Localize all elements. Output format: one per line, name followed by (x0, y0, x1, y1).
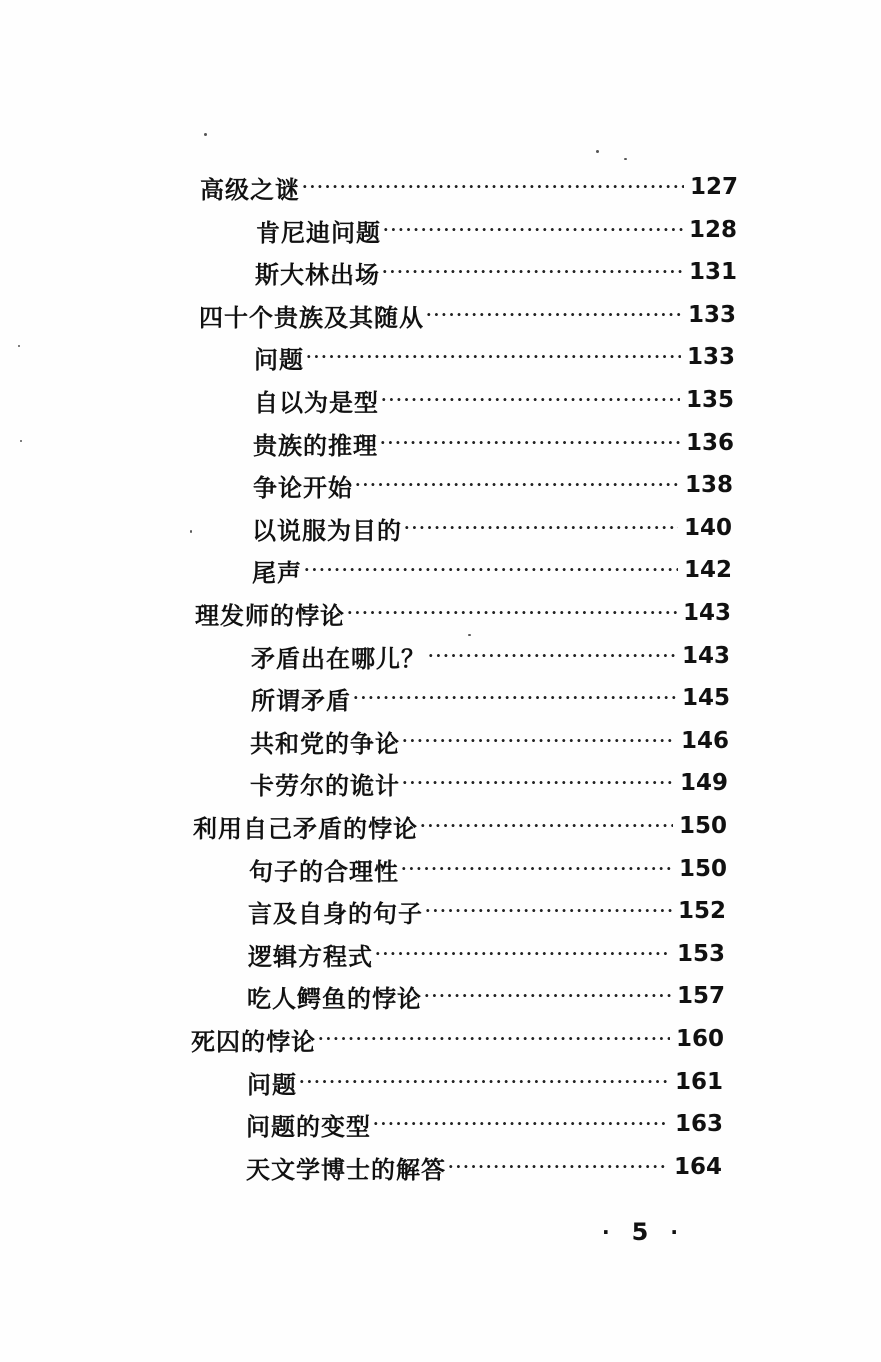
toc-entry-title: 句子的合理性 (249, 856, 399, 886)
dot-leader (402, 722, 675, 760)
toc-entry-title: 以说服为目的 (252, 515, 402, 545)
scan-speck (468, 634, 471, 636)
dot-leader (404, 509, 678, 547)
dot-leader (380, 424, 680, 462)
toc-section-entry (252, 551, 732, 589)
toc-section-entry (246, 1105, 723, 1143)
toc-entry-title: 天文学博士的解答 (246, 1154, 446, 1184)
toc-chapter-entry (199, 296, 736, 334)
dot-leader (426, 296, 682, 334)
scan-speck (624, 158, 627, 160)
toc-section-entry (256, 211, 737, 249)
dot-leader (306, 338, 681, 376)
dot-leader (401, 850, 673, 888)
toc-section-entry (247, 1063, 723, 1101)
toc-entry-page-number: 131 (688, 259, 737, 285)
dot-leader (420, 807, 673, 845)
toc-entry-page-number: 152 (677, 898, 726, 924)
toc-section-entry (248, 892, 726, 930)
dot-leader (381, 381, 680, 419)
toc-entry-page-number: 135 (685, 387, 734, 413)
toc-entry-title: 死囚的悖论 (191, 1026, 316, 1056)
toc-section-entry (250, 722, 729, 760)
dot-leader (448, 1148, 668, 1186)
toc-entry-page-number: 161 (674, 1069, 723, 1095)
toc-section-entry (251, 637, 730, 675)
toc-entry-page-number: 133 (687, 302, 736, 328)
toc-entry-page-number: 150 (678, 856, 727, 882)
toc-entry-page-number: 127 (689, 174, 738, 200)
toc-entry-title: 理发师的悖论 (195, 600, 345, 630)
dot-leader (347, 594, 677, 632)
folio-page-number: 5 (631, 1218, 649, 1246)
toc-entry-page-number: 160 (675, 1026, 724, 1052)
dot-leader (428, 637, 676, 675)
toc-entry-title: 尾声 (252, 557, 302, 587)
dot-leader (375, 935, 671, 973)
toc-entry-title: 四十个贵族及其随从 (199, 302, 424, 332)
toc-entry-page-number: 143 (682, 600, 731, 626)
toc-entry-page-number: 145 (681, 685, 730, 711)
folio-right-dot: · (670, 1220, 678, 1244)
folio-left-dot: · (602, 1220, 610, 1244)
toc-entry-page-number: 153 (676, 941, 725, 967)
toc-section-entry (252, 509, 732, 547)
toc-entry-title: 问题 (254, 344, 304, 374)
dot-leader (304, 551, 678, 589)
toc-section-entry (255, 253, 737, 291)
toc-entry-page-number: 138 (684, 472, 733, 498)
toc-entry-page-number: 128 (688, 217, 737, 243)
scan-speck (190, 530, 192, 533)
dot-leader (355, 466, 679, 504)
toc-entry-title: 卡劳尔的诡计 (250, 770, 400, 800)
toc-section-entry (249, 850, 727, 888)
toc-entry-title: 利用自己矛盾的悖论 (193, 813, 418, 843)
toc-entry-title: 自以为是型 (254, 387, 379, 417)
dot-leader (373, 1105, 669, 1143)
toc-entry-title: 言及自身的句子 (248, 898, 423, 928)
toc-entry-title: 吃人鳄鱼的悖论 (247, 983, 422, 1013)
scan-speck (20, 440, 22, 442)
toc-section-entry (248, 935, 725, 973)
toc-entry-title: 贵族的推理 (253, 430, 378, 460)
dot-leader (383, 211, 683, 249)
dot-leader (382, 253, 683, 291)
toc-entry-title: 问题 (247, 1069, 297, 1099)
scan-speck (204, 133, 207, 136)
dot-leader (424, 977, 671, 1015)
toc-chapter-entry (195, 594, 731, 632)
scan-speck (18, 345, 20, 347)
toc-chapter-entry (200, 168, 738, 206)
toc-entry-page-number: 133 (686, 344, 735, 370)
toc-section-entry (253, 466, 733, 504)
toc-entry-title: 矛盾出在哪儿？ (251, 643, 426, 673)
dot-leader (299, 1063, 669, 1101)
toc-entry-title: 斯大林出场 (255, 259, 380, 289)
toc-section-entry (247, 977, 725, 1015)
toc-section-entry (250, 764, 728, 802)
toc-entry-page-number: 149 (679, 770, 728, 796)
dot-leader (302, 168, 684, 206)
scan-speck (596, 150, 599, 153)
toc-entry-title: 高级之谜 (200, 174, 300, 204)
toc-entry-page-number: 143 (681, 643, 730, 669)
toc-section-entry (254, 381, 734, 419)
toc-entry-page-number: 142 (683, 557, 732, 583)
dot-leader (402, 764, 674, 802)
toc-entry-title: 问题的变型 (246, 1111, 371, 1141)
toc-entry-title: 所谓矛盾 (251, 685, 351, 715)
toc-entry-title: 逻辑方程式 (248, 941, 373, 971)
dot-leader (318, 1020, 670, 1058)
toc-section-entry (254, 338, 735, 376)
toc-entry-page-number: 157 (676, 983, 725, 1009)
toc-chapter-entry (193, 807, 727, 845)
toc-entry-page-number: 150 (678, 813, 727, 839)
toc-section-entry (251, 679, 730, 717)
toc-entry-page-number: 140 (683, 515, 732, 541)
toc-entry-title: 肯尼迪问题 (256, 217, 381, 247)
dot-leader (425, 892, 672, 930)
toc-section-entry (246, 1148, 722, 1186)
toc-entry-title: 共和党的争论 (250, 728, 400, 758)
toc-entry-page-number: 163 (674, 1111, 723, 1137)
page-folio (580, 1212, 700, 1252)
toc-section-entry (253, 424, 734, 462)
toc-entry-page-number: 146 (680, 728, 729, 754)
toc-entry-title: 争论开始 (253, 472, 353, 502)
dot-leader (353, 679, 676, 717)
toc-entry-page-number: 164 (673, 1154, 722, 1180)
toc-entry-page-number: 136 (685, 430, 734, 456)
toc-chapter-entry (191, 1020, 724, 1058)
